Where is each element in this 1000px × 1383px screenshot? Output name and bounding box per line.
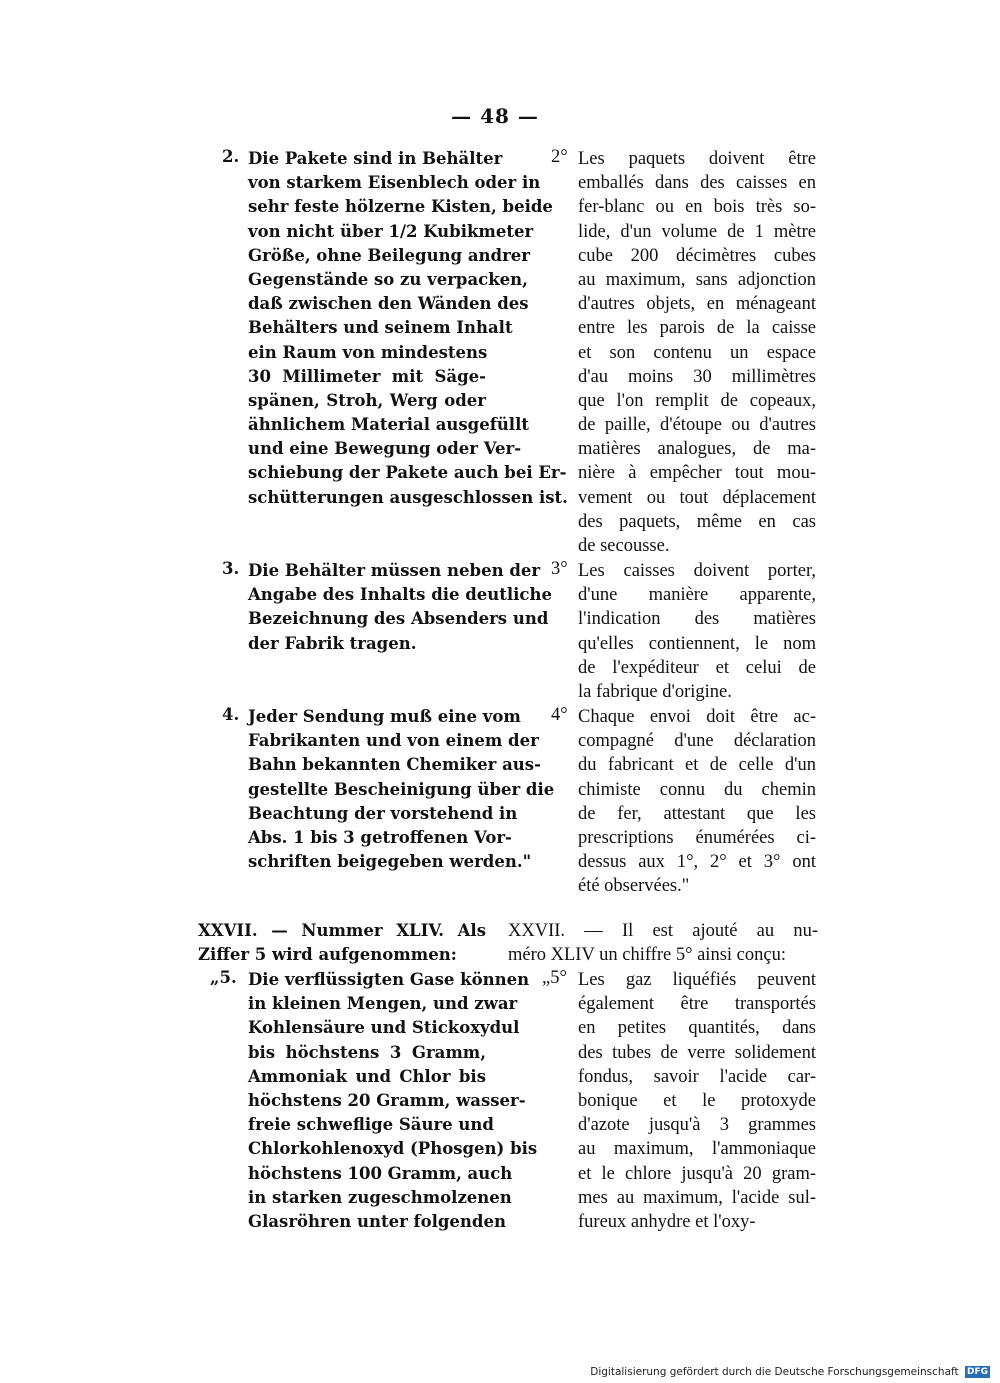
text-line: compagné d'une déclaration xyxy=(578,731,816,752)
text-line: Glasröhren unter folgenden xyxy=(248,1211,506,1231)
text-line: et le chlore jusqu'à 20 gram- xyxy=(578,1163,816,1184)
text-line: l'indication des matières xyxy=(578,609,816,630)
text-line: Chlorkohlenoxyd (Phosgen) bis xyxy=(248,1139,538,1159)
text-line: et son contenu un espace xyxy=(578,342,816,363)
fr-item-4-number: 4° xyxy=(551,705,568,725)
text-line: du fabricant et de celle d'un xyxy=(578,755,816,776)
fr-item-3-number: 3° xyxy=(551,559,568,579)
de-item-2 xyxy=(222,147,568,510)
text-line: des paquets, même en cas xyxy=(578,511,816,532)
de-xxvii xyxy=(198,919,486,967)
text-line: en petites quantités, dans xyxy=(578,1018,816,1039)
text-line: und eine Bewegung oder Ver- xyxy=(248,439,522,459)
de-item-3-number: 3. xyxy=(222,559,240,578)
text-line: Die verflüssigten Gase können xyxy=(248,970,530,989)
text-line: ähnlichem Material ausgefüllt xyxy=(248,415,529,435)
de-item-3-body xyxy=(248,559,552,656)
text-line: Angabe des Inhalts die deutliche xyxy=(248,585,552,605)
footer-text: Digitalisierung gefördert durch die Deutsche Forschungsgemeinschaft xyxy=(590,1366,959,1378)
text-line: bis höchstens 3 Gramm, xyxy=(248,1042,486,1062)
text-line: au maximum, sans adjonction xyxy=(578,269,816,290)
text-line: schriften beigegeben werden." xyxy=(248,852,532,872)
text-line: XXVII. — Nummer XLIV. Als xyxy=(198,921,486,940)
de-item-4-body xyxy=(248,705,555,874)
text-line: schütterungen ausgeschlossen ist. xyxy=(248,487,568,507)
text-line: Les caisses doivent porter, xyxy=(578,561,816,581)
page-number: — 48 — xyxy=(451,104,539,128)
text-line: Les paquets doivent être xyxy=(578,149,816,169)
text-line: matières analogues, de ma- xyxy=(578,439,816,460)
text-line: Die Pakete sind in Behälter xyxy=(248,149,503,168)
text-line: des tubes de verre solidement xyxy=(578,1042,816,1063)
text-line: été observées." xyxy=(578,876,690,897)
text-line: höchstens 20 Gramm, wasser- xyxy=(248,1090,526,1110)
text-line: Behälters und seinem Inhalt xyxy=(248,318,513,338)
fr-item-4 xyxy=(551,705,816,899)
text-line: Kohlensäure und Stickoxydul xyxy=(248,1018,520,1038)
fr-item-2-number: 2° xyxy=(551,147,568,167)
text-line: Beachtung der vorstehend in xyxy=(248,803,518,823)
text-line: d'une manière apparente, xyxy=(578,585,816,606)
text-line: der Fabrik tragen. xyxy=(248,633,417,653)
text-line: dessus aux 1°, 2° et 3° ont xyxy=(578,852,816,873)
fr-item-5-number: „5° xyxy=(542,968,567,988)
text-line: emballés dans des caisses en xyxy=(578,173,816,194)
text-line: nière à empêcher tout mou- xyxy=(578,463,816,484)
text-line: au maximum, l'ammoniaque xyxy=(578,1139,816,1160)
text-line: également être transportés xyxy=(578,994,816,1015)
de-item-5-body xyxy=(248,968,538,1234)
dfg-logo: DFG xyxy=(966,1367,988,1377)
text-line: de secousse. xyxy=(578,536,670,556)
text-line: Fabrikanten und von einem der xyxy=(248,731,539,751)
text-line: entre les parois de la caisse xyxy=(578,318,816,339)
text-line: lide, d'un volume de 1 mètre xyxy=(578,221,816,242)
text-line: Les gaz liquéfiés peuvent xyxy=(578,970,816,990)
text-line: méro XLIV un chiffre 5° ainsi conçu: xyxy=(508,945,786,966)
text-line: von nicht über 1/2 Kubikmeter xyxy=(248,221,534,241)
text-line: in kleinen Mengen, und zwar xyxy=(248,994,518,1014)
de-item-3 xyxy=(222,559,552,656)
de-item-2-number: 2. xyxy=(222,147,240,166)
de-item-5-number: „5. xyxy=(210,968,237,987)
fr-xxvii xyxy=(508,919,818,967)
text-line: Gegenstände so zu verpacken, xyxy=(248,269,528,289)
text-line: Abs. 1 bis 3 getroffenen Vor- xyxy=(248,827,512,847)
text-line: fer-blanc ou en bois très so- xyxy=(578,197,816,218)
text-line: la fabrique d'origine. xyxy=(578,681,732,702)
text-line: ein Raum von mindestens xyxy=(248,342,488,362)
fr-item-2 xyxy=(551,147,816,558)
fr-item-5-body xyxy=(578,968,816,1234)
text-line: qu'elles contiennent, le nom xyxy=(578,633,816,654)
text-line: höchstens 100 Gramm, auch xyxy=(248,1163,513,1183)
text-line: Größe, ohne Beilegung andrer xyxy=(248,245,530,265)
text-line: Ziffer 5 wird aufgenommen: xyxy=(198,945,457,965)
text-line: Jeder Sendung muß eine vom xyxy=(248,707,521,726)
text-line: de l'expéditeur et celui de xyxy=(578,657,816,678)
text-line: Ammoniak und Chlor bis xyxy=(248,1066,486,1086)
text-line: freie schweflige Säure und xyxy=(248,1115,494,1135)
text-line: bonique et le protoxyde xyxy=(578,1090,816,1111)
text-line: von starkem Eisenblech oder in xyxy=(248,173,541,193)
footer-credit xyxy=(590,1366,990,1378)
text-line: Die Behälter müssen neben der xyxy=(248,561,541,580)
text-line: vement ou tout déplacement xyxy=(578,487,816,508)
text-line: gestellte Bescheinigung über die xyxy=(248,779,555,799)
text-line: de paille, d'étoupe ou d'autres xyxy=(578,415,816,436)
fr-xxvii-body xyxy=(508,919,818,967)
de-item-4-number: 4. xyxy=(222,705,240,724)
text-line: schiebung der Pakete auch bei Er- xyxy=(248,463,567,483)
text-line: que l'on remplit de copeaux, xyxy=(578,390,816,411)
text-line: prescriptions énumérées ci- xyxy=(578,827,816,848)
text-line: d'autres objets, en ménageant xyxy=(578,294,816,315)
de-item-5 xyxy=(210,968,538,1234)
text-line: spänen, Stroh, Werg oder xyxy=(248,390,486,410)
de-item-4 xyxy=(222,705,555,874)
text-line: daß zwischen den Wänden des xyxy=(248,294,529,314)
fr-item-2-body xyxy=(578,147,816,558)
text-line: de fer, attestant que les xyxy=(578,803,816,824)
text-line: cube 200 décimètres cubes xyxy=(578,245,816,266)
text-line: XXVII. — Il est ajouté au nu- xyxy=(508,921,818,941)
text-line: Bezeichnung des Absenders und xyxy=(248,609,549,629)
text-line: d'azote jusqu'à 3 grammes xyxy=(578,1115,816,1136)
de-item-2-body xyxy=(248,147,568,510)
fr-item-3-body xyxy=(578,559,816,704)
text-line: mes au maximum, l'acide sul- xyxy=(578,1187,816,1208)
de-xxvii-body xyxy=(198,919,486,967)
text-line: 30 Millimeter mit Säge- xyxy=(248,366,486,386)
fr-item-4-body xyxy=(578,705,816,899)
text-line: d'au moins 30 millimètres xyxy=(578,366,816,387)
text-line: Chaque envoi doit être ac- xyxy=(578,707,816,727)
text-line: Bahn bekannten Chemiker aus- xyxy=(248,755,541,775)
text-line: fondus, savoir l'acide car- xyxy=(578,1066,816,1087)
text-line: fureux anhydre et l'oxy- xyxy=(578,1211,756,1232)
fr-item-3 xyxy=(551,559,816,704)
text-line: in starken zugeschmolzenen xyxy=(248,1187,512,1207)
text-line: sehr feste hölzerne Kisten, beide xyxy=(248,197,553,217)
fr-item-5 xyxy=(542,968,816,1234)
text-line: chimiste connu du chemin xyxy=(578,779,816,800)
